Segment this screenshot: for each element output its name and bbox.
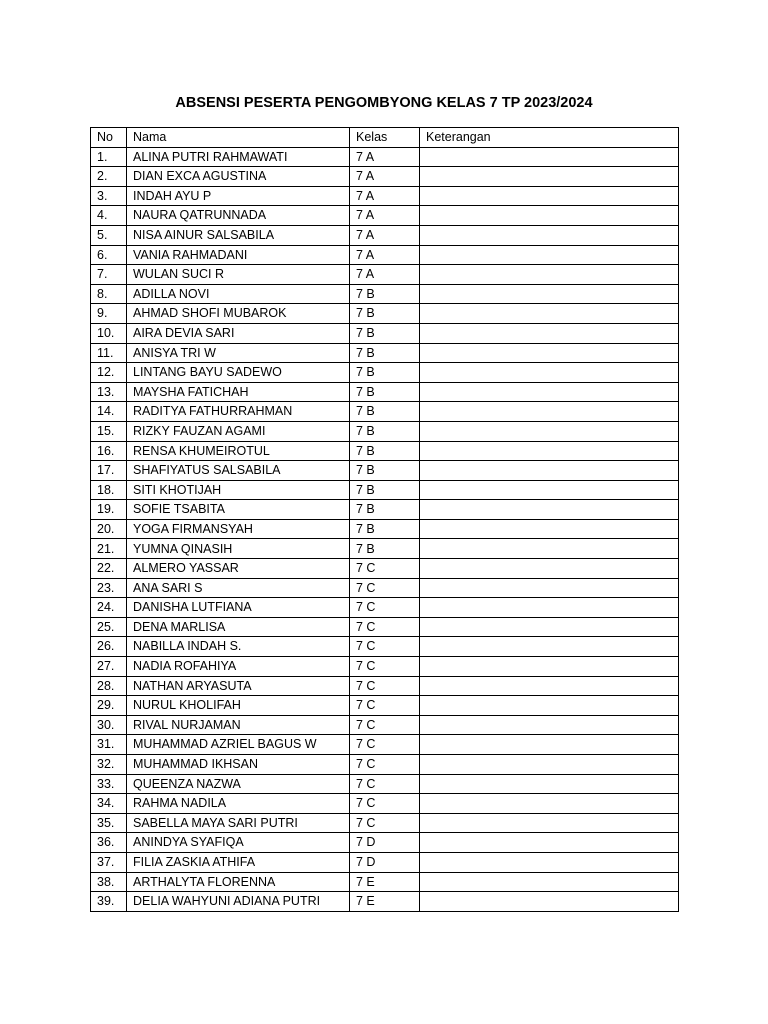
cell-keterangan xyxy=(420,794,679,814)
table-row xyxy=(91,833,679,853)
cell-keterangan xyxy=(420,676,679,696)
cell-kelas: 7 B xyxy=(350,304,420,324)
cell-keterangan xyxy=(420,363,679,383)
cell-keterangan xyxy=(420,265,679,285)
cell-kelas: 7 B xyxy=(350,441,420,461)
cell-kelas: 7 A xyxy=(350,167,420,187)
table-row xyxy=(91,186,679,206)
cell-keterangan xyxy=(420,755,679,775)
cell-no: 15. xyxy=(91,421,127,441)
table-row xyxy=(91,343,679,363)
cell-kelas: 7 C xyxy=(350,578,420,598)
table-row xyxy=(91,813,679,833)
cell-nama: NAURA QATRUNNADA xyxy=(127,206,350,226)
cell-no: 25. xyxy=(91,617,127,637)
cell-nama: MUHAMMAD AZRIEL BAGUS W xyxy=(127,735,350,755)
table-row xyxy=(91,480,679,500)
cell-nama: FILIA ZASKIA ATHIFA xyxy=(127,852,350,872)
table-row xyxy=(91,657,679,677)
table-row xyxy=(91,265,679,285)
cell-keterangan xyxy=(420,539,679,559)
cell-no: 30. xyxy=(91,715,127,735)
cell-kelas: 7 B xyxy=(350,343,420,363)
cell-kelas: 7 C xyxy=(350,774,420,794)
table-row xyxy=(91,774,679,794)
attendance-table xyxy=(90,127,679,912)
cell-no: 3. xyxy=(91,186,127,206)
cell-keterangan xyxy=(420,637,679,657)
table-row xyxy=(91,147,679,167)
cell-no: 36. xyxy=(91,833,127,853)
table-row xyxy=(91,402,679,422)
cell-keterangan xyxy=(420,147,679,167)
cell-kelas: 7 C xyxy=(350,676,420,696)
cell-nama: YOGA FIRMANSYAH xyxy=(127,519,350,539)
cell-nama: DIAN EXCA AGUSTINA xyxy=(127,167,350,187)
table-body xyxy=(91,147,679,911)
cell-keterangan xyxy=(420,598,679,618)
cell-keterangan xyxy=(420,382,679,402)
cell-keterangan xyxy=(420,872,679,892)
document-title: ABSENSI PESERTA PENGOMBYONG KELAS 7 TP 2023/2024 xyxy=(175,95,593,111)
cell-nama: VANIA RAHMADANI xyxy=(127,245,350,265)
cell-nama: NABILLA INDAH S. xyxy=(127,637,350,657)
cell-keterangan xyxy=(420,167,679,187)
table-row xyxy=(91,617,679,637)
table-row xyxy=(91,794,679,814)
table-row xyxy=(91,421,679,441)
cell-kelas: 7 B xyxy=(350,539,420,559)
cell-kelas: 7 C xyxy=(350,598,420,618)
table-row xyxy=(91,892,679,912)
cell-nama: RENSA KHUMEIROTUL xyxy=(127,441,350,461)
cell-kelas: 7 A xyxy=(350,225,420,245)
cell-no: 33. xyxy=(91,774,127,794)
cell-no: 8. xyxy=(91,284,127,304)
cell-nama: AIRA DEVIA SARI xyxy=(127,323,350,343)
table-row xyxy=(91,500,679,520)
cell-kelas: 7 C xyxy=(350,794,420,814)
cell-kelas: 7 C xyxy=(350,559,420,579)
cell-nama: MAYSHA FATICHAH xyxy=(127,382,350,402)
cell-no: 28. xyxy=(91,676,127,696)
cell-nama: AHMAD SHOFI MUBAROK xyxy=(127,304,350,324)
cell-kelas: 7 C xyxy=(350,657,420,677)
cell-nama: DELIA WAHYUNI ADIANA PUTRI xyxy=(127,892,350,912)
header-no: No xyxy=(91,128,127,148)
table-row xyxy=(91,304,679,324)
table-row xyxy=(91,363,679,383)
table-row xyxy=(91,852,679,872)
cell-no: 20. xyxy=(91,519,127,539)
cell-no: 29. xyxy=(91,696,127,716)
cell-no: 19. xyxy=(91,500,127,520)
cell-no: 35. xyxy=(91,813,127,833)
cell-no: 23. xyxy=(91,578,127,598)
cell-keterangan xyxy=(420,421,679,441)
cell-no: 1. xyxy=(91,147,127,167)
table-row xyxy=(91,755,679,775)
cell-kelas: 7 B xyxy=(350,421,420,441)
header-nama: Nama xyxy=(127,128,350,148)
cell-no: 16. xyxy=(91,441,127,461)
table-row xyxy=(91,284,679,304)
cell-nama: RIZKY FAUZAN AGAMI xyxy=(127,421,350,441)
cell-keterangan xyxy=(420,735,679,755)
cell-keterangan xyxy=(420,578,679,598)
cell-kelas: 7 C xyxy=(350,755,420,775)
cell-keterangan xyxy=(420,245,679,265)
table-row xyxy=(91,206,679,226)
cell-keterangan xyxy=(420,696,679,716)
cell-kelas: 7 A xyxy=(350,245,420,265)
cell-keterangan xyxy=(420,461,679,481)
table-row xyxy=(91,461,679,481)
cell-keterangan xyxy=(420,304,679,324)
cell-no: 10. xyxy=(91,323,127,343)
cell-no: 39. xyxy=(91,892,127,912)
cell-nama: RADITYA FATHURRAHMAN xyxy=(127,402,350,422)
cell-nama: ARTHALYTA FLORENNA xyxy=(127,872,350,892)
cell-kelas: 7 B xyxy=(350,500,420,520)
cell-kelas: 7 B xyxy=(350,480,420,500)
cell-keterangan xyxy=(420,892,679,912)
cell-kelas: 7 B xyxy=(350,284,420,304)
cell-nama: DANISHA LUTFIANA xyxy=(127,598,350,618)
cell-no: 4. xyxy=(91,206,127,226)
cell-keterangan xyxy=(420,519,679,539)
cell-no: 7. xyxy=(91,265,127,285)
cell-kelas: 7 C xyxy=(350,735,420,755)
cell-nama: MUHAMMAD IKHSAN xyxy=(127,755,350,775)
cell-kelas: 7 B xyxy=(350,402,420,422)
cell-keterangan xyxy=(420,500,679,520)
cell-keterangan xyxy=(420,559,679,579)
table-row xyxy=(91,872,679,892)
cell-no: 2. xyxy=(91,167,127,187)
cell-keterangan xyxy=(420,402,679,422)
table-row xyxy=(91,519,679,539)
cell-no: 38. xyxy=(91,872,127,892)
cell-kelas: 7 D xyxy=(350,833,420,853)
table-row xyxy=(91,559,679,579)
cell-nama: ANA SARI S xyxy=(127,578,350,598)
table-row xyxy=(91,578,679,598)
cell-no: 21. xyxy=(91,539,127,559)
cell-nama: NURUL KHOLIFAH xyxy=(127,696,350,716)
header-keterangan: Keterangan xyxy=(420,128,679,148)
cell-no: 14. xyxy=(91,402,127,422)
cell-no: 9. xyxy=(91,304,127,324)
header-kelas: Kelas xyxy=(350,128,420,148)
cell-keterangan xyxy=(420,343,679,363)
cell-no: 37. xyxy=(91,852,127,872)
cell-nama: ALMERO YASSAR xyxy=(127,559,350,579)
cell-kelas: 7 C xyxy=(350,637,420,657)
cell-no: 32. xyxy=(91,755,127,775)
cell-nama: SITI KHOTIJAH xyxy=(127,480,350,500)
table-row xyxy=(91,637,679,657)
cell-keterangan xyxy=(420,225,679,245)
cell-nama: RIVAL NURJAMAN xyxy=(127,715,350,735)
cell-kelas: 7 C xyxy=(350,715,420,735)
cell-nama: NADIA ROFAHIYA xyxy=(127,657,350,677)
cell-kelas: 7 B xyxy=(350,382,420,402)
cell-nama: ADILLA NOVI xyxy=(127,284,350,304)
cell-kelas: 7 E xyxy=(350,872,420,892)
cell-no: 11. xyxy=(91,343,127,363)
cell-no: 22. xyxy=(91,559,127,579)
cell-kelas: 7 C xyxy=(350,696,420,716)
cell-kelas: 7 C xyxy=(350,617,420,637)
cell-no: 26. xyxy=(91,637,127,657)
cell-nama: ANINDYA SYAFIQA xyxy=(127,833,350,853)
cell-keterangan xyxy=(420,852,679,872)
cell-kelas: 7 B xyxy=(350,519,420,539)
cell-keterangan xyxy=(420,206,679,226)
table-header-row xyxy=(91,128,679,148)
cell-nama: SOFIE TSABITA xyxy=(127,500,350,520)
cell-kelas: 7 D xyxy=(350,852,420,872)
cell-keterangan xyxy=(420,715,679,735)
cell-kelas: 7 A xyxy=(350,206,420,226)
cell-kelas: 7 A xyxy=(350,147,420,167)
cell-keterangan xyxy=(420,657,679,677)
cell-nama: DENA MARLISA xyxy=(127,617,350,637)
table-row xyxy=(91,441,679,461)
cell-nama: YUMNA QINASIH xyxy=(127,539,350,559)
table-row xyxy=(91,715,679,735)
cell-no: 5. xyxy=(91,225,127,245)
cell-keterangan xyxy=(420,833,679,853)
cell-keterangan xyxy=(420,284,679,304)
table-row xyxy=(91,539,679,559)
cell-nama: NISA AINUR SALSABILA xyxy=(127,225,350,245)
table-row xyxy=(91,245,679,265)
cell-no: 6. xyxy=(91,245,127,265)
cell-nama: NATHAN ARYASUTA xyxy=(127,676,350,696)
cell-no: 31. xyxy=(91,735,127,755)
table-row xyxy=(91,382,679,402)
cell-no: 13. xyxy=(91,382,127,402)
cell-keterangan xyxy=(420,617,679,637)
cell-nama: LINTANG BAYU SADEWO xyxy=(127,363,350,383)
cell-kelas: 7 E xyxy=(350,892,420,912)
cell-nama: QUEENZA NAZWA xyxy=(127,774,350,794)
cell-kelas: 7 B xyxy=(350,363,420,383)
cell-keterangan xyxy=(420,813,679,833)
cell-no: 27. xyxy=(91,657,127,677)
cell-keterangan xyxy=(420,480,679,500)
cell-keterangan xyxy=(420,441,679,461)
cell-no: 17. xyxy=(91,461,127,481)
table-row xyxy=(91,598,679,618)
table-row xyxy=(91,323,679,343)
cell-no: 34. xyxy=(91,794,127,814)
cell-kelas: 7 C xyxy=(350,813,420,833)
cell-no: 12. xyxy=(91,363,127,383)
cell-keterangan xyxy=(420,774,679,794)
cell-nama: SHAFIYATUS SALSABILA xyxy=(127,461,350,481)
table-row xyxy=(91,167,679,187)
table-row xyxy=(91,696,679,716)
cell-kelas: 7 A xyxy=(350,265,420,285)
cell-nama: INDAH AYU P xyxy=(127,186,350,206)
cell-nama: SABELLA MAYA SARI PUTRI xyxy=(127,813,350,833)
cell-kelas: 7 B xyxy=(350,323,420,343)
table-row xyxy=(91,676,679,696)
cell-no: 24. xyxy=(91,598,127,618)
cell-nama: ANISYA TRI W xyxy=(127,343,350,363)
cell-keterangan xyxy=(420,323,679,343)
table-row xyxy=(91,225,679,245)
cell-kelas: 7 A xyxy=(350,186,420,206)
cell-nama: WULAN SUCI R xyxy=(127,265,350,285)
cell-kelas: 7 B xyxy=(350,461,420,481)
cell-keterangan xyxy=(420,186,679,206)
table-row xyxy=(91,735,679,755)
cell-no: 18. xyxy=(91,480,127,500)
cell-nama: ALINA PUTRI RAHMAWATI xyxy=(127,147,350,167)
cell-nama: RAHMA NADILA xyxy=(127,794,350,814)
